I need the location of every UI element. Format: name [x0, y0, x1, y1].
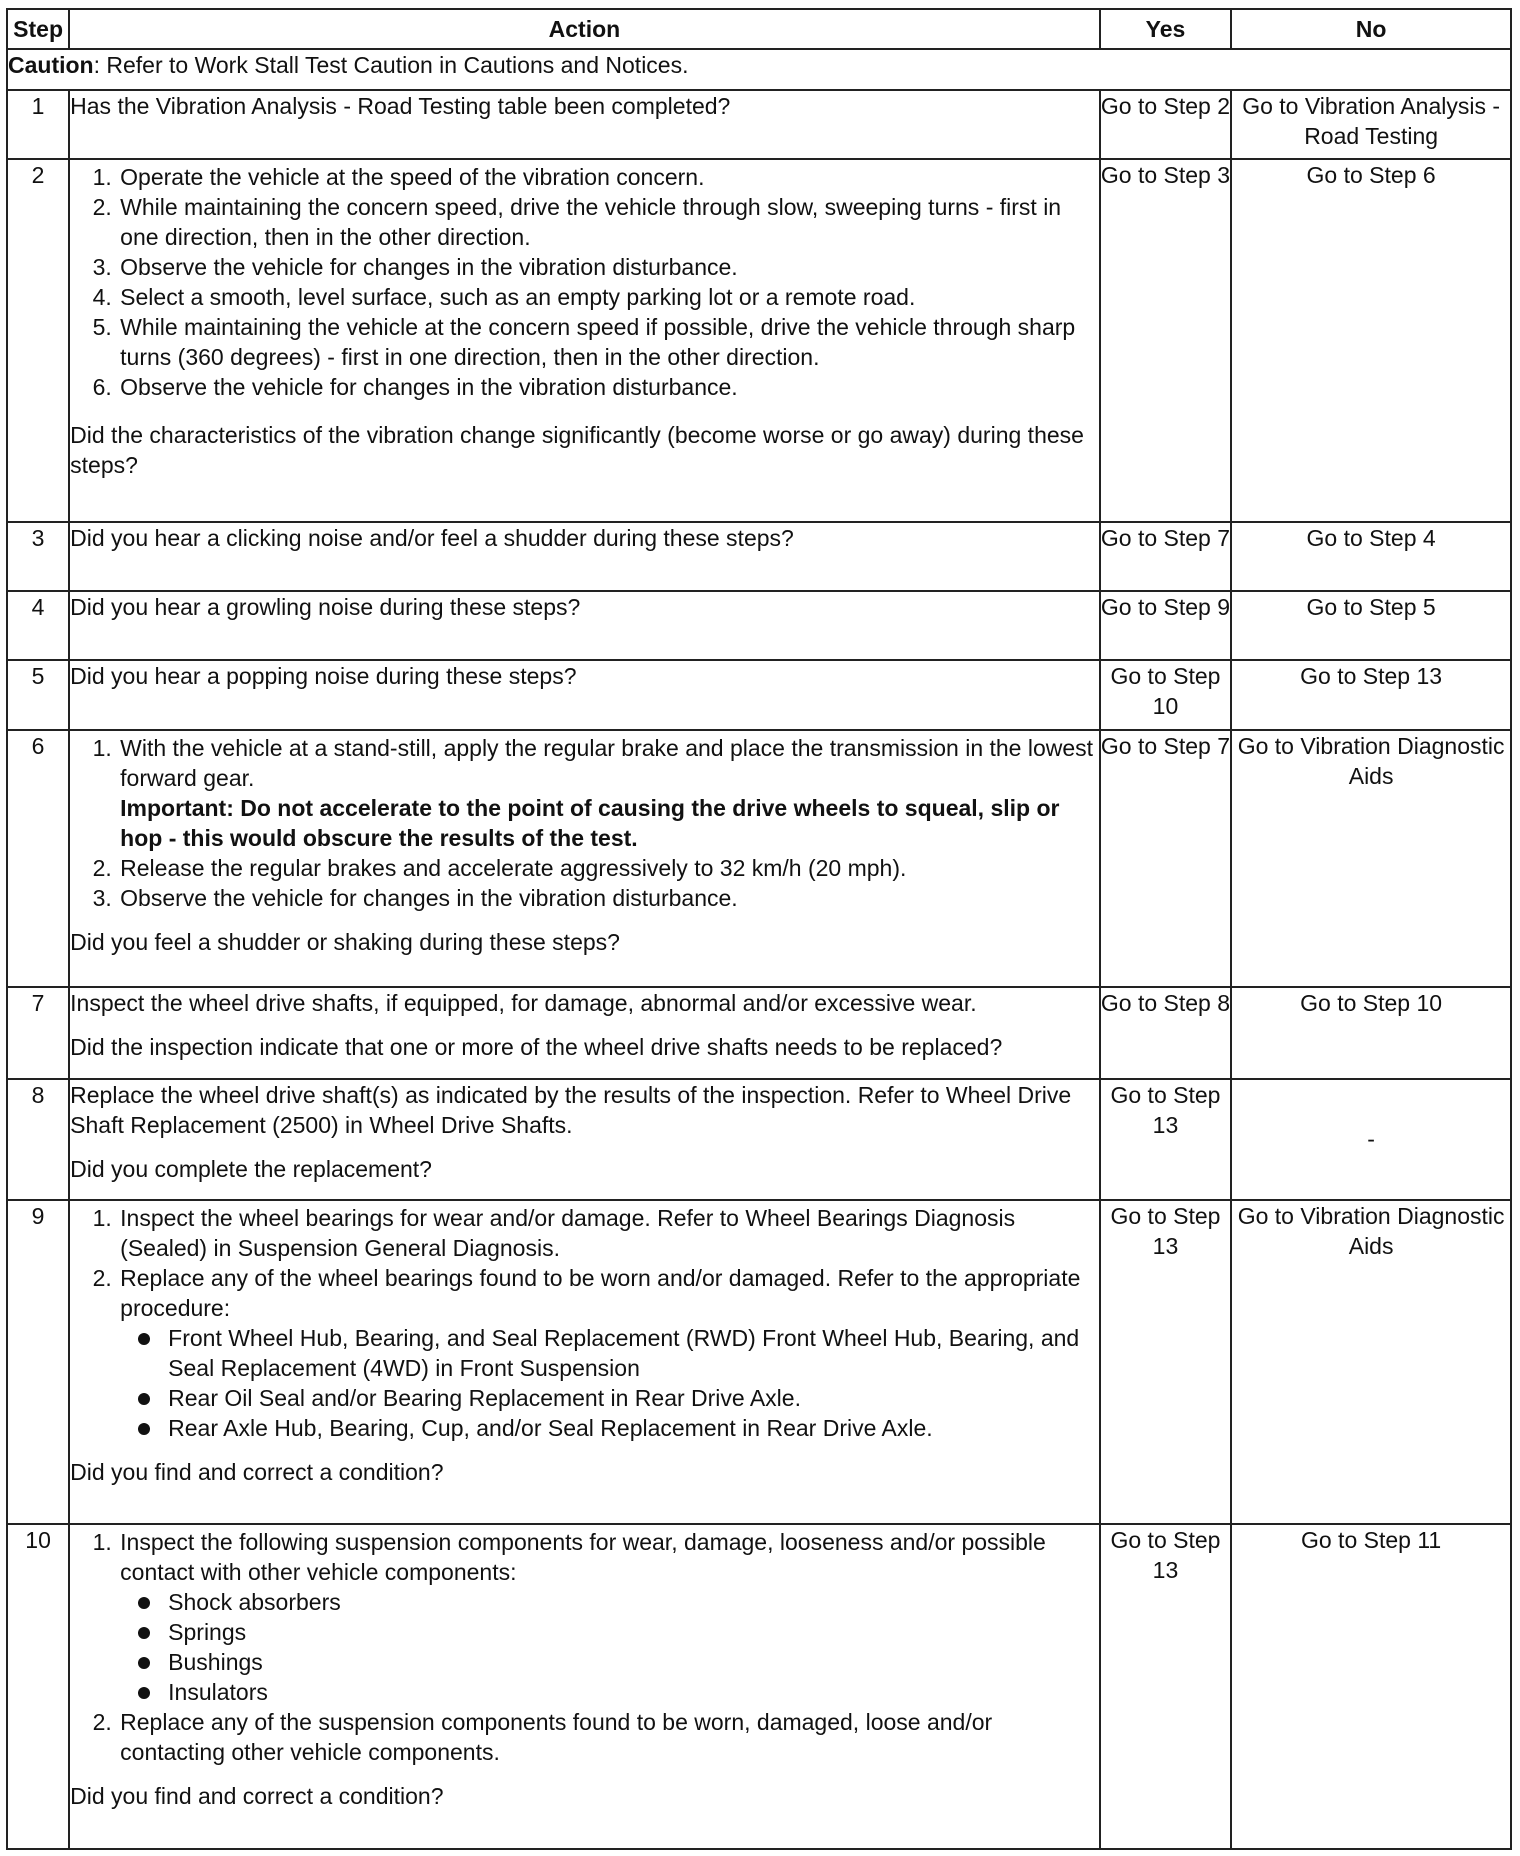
list-item — [118, 1263, 1099, 1443]
bullet-icon — [138, 1627, 150, 1639]
step-number: 3 — [7, 522, 69, 591]
bullet-list — [120, 1587, 1099, 1707]
yes-cell: Go to Step 7 — [1100, 730, 1232, 987]
step-number: 9 — [7, 1200, 69, 1525]
action-cell — [69, 1524, 1100, 1849]
question-text: Did you hear a popping noise during these steps? — [70, 662, 577, 689]
header-action: Action — [69, 9, 1100, 49]
action-cell — [69, 90, 1100, 160]
question-text: Did you find and correct a condition? — [70, 1458, 444, 1485]
table-row — [7, 159, 1511, 522]
step-number: 4 — [7, 591, 69, 660]
procedure-list — [70, 1203, 1099, 1443]
question-text: Did you complete the replacement? — [70, 1156, 432, 1183]
table-row — [7, 591, 1511, 660]
list-item-text: Inspect the following suspension components for wear, damage, looseness and/or possible contact with other vehicle components: — [120, 1529, 1046, 1586]
question-text: Did you hear a clicking noise and/or feel a shudder during these steps? — [70, 525, 794, 552]
header-step: Step — [7, 9, 69, 49]
header-row — [7, 9, 1511, 49]
yes-cell: Go to Step 2 — [1100, 90, 1232, 160]
no-cell: Go to Step 5 — [1231, 591, 1511, 660]
table-row — [7, 90, 1511, 160]
no-cell: Go to Step 11 — [1231, 1524, 1511, 1849]
list-item: 3. Observe the vehicle for changes in the vibration disturbance. — [118, 883, 1099, 913]
bullet-item — [168, 1383, 1099, 1413]
table-row — [7, 660, 1511, 730]
list-item: 5. While maintaining the vehicle at the concern speed if possible, drive the vehicle through sharp turns (360 degrees) - first in one direction, then in the other direction. — [118, 312, 1099, 372]
action-cell — [69, 1079, 1100, 1200]
caution-cell — [7, 49, 1511, 90]
action-cell — [69, 591, 1100, 660]
yes-cell: Go to Step 10 — [1100, 660, 1232, 730]
bullet-list — [120, 1323, 1099, 1443]
bullet-text: Front Wheel Hub, Bearing, and Seal Replacement (RWD) Front Wheel Hub, Bearing, and Seal Replacement (4WD) in Front Suspension — [168, 1324, 1080, 1381]
action-cell — [69, 1200, 1100, 1525]
bullet-icon — [138, 1393, 150, 1405]
procedure-list — [70, 162, 1099, 402]
step-number: 8 — [7, 1079, 69, 1200]
diagnostic-table — [6, 8, 1512, 1850]
list-item: 3. Observe the vehicle for changes in the vibration disturbance. — [118, 252, 1099, 282]
step-number: 6 — [7, 730, 69, 987]
caution-row — [7, 49, 1511, 90]
bullet-icon — [138, 1333, 150, 1345]
table-row — [7, 1079, 1511, 1200]
yes-cell: Go to Step 13 — [1100, 1079, 1232, 1200]
action-cell — [69, 522, 1100, 591]
yes-cell: Go to Step 8 — [1100, 987, 1232, 1079]
bullet-text: Rear Oil Seal and/or Bearing Replacement in Rear Drive Axle. — [168, 1384, 801, 1411]
important-note: Important: Do not accelerate to the point of causing the drive wheels to squeal, slip or hop - this would obscure the results of the test. — [120, 794, 1060, 851]
question-text: Did you hear a growling noise during these steps? — [70, 594, 581, 621]
question-text: Did you find and correct a condition? — [70, 1783, 444, 1810]
list-item — [118, 1527, 1099, 1707]
list-item: 1. Operate the vehicle at the speed of the vibration concern. — [118, 162, 1099, 192]
bullet-icon — [138, 1687, 150, 1699]
yes-cell: Go to Step 7 — [1100, 522, 1232, 591]
yes-cell: Go to Step 9 — [1100, 591, 1232, 660]
no-cell: Go to Step 4 — [1231, 522, 1511, 591]
bullet-text: Bushings — [168, 1649, 263, 1676]
step-number: 10 — [7, 1524, 69, 1849]
bullet-text: Rear Axle Hub, Bearing, Cup, and/or Seal Replacement in Rear Drive Axle. — [168, 1414, 933, 1441]
no-cell: Go to Vibration Diagnostic Aids — [1231, 730, 1511, 987]
no-cell: - — [1231, 1079, 1511, 1200]
step-number: 2 — [7, 159, 69, 522]
list-item: 6. Observe the vehicle for changes in the vibration disturbance. — [118, 372, 1099, 402]
no-cell: Go to Step 6 — [1231, 159, 1511, 522]
bullet-icon — [138, 1597, 150, 1609]
step-number: 7 — [7, 987, 69, 1079]
action-cell — [69, 660, 1100, 730]
bullet-item — [168, 1617, 1099, 1647]
bullet-text: Springs — [168, 1619, 247, 1646]
table-row — [7, 1524, 1511, 1849]
list-item: 2. While maintaining the concern speed, drive the vehicle through slow, sweeping turns - first in one direction, then in the other direction. — [118, 192, 1099, 252]
bullet-item — [168, 1323, 1099, 1383]
header-yes: Yes — [1100, 9, 1232, 49]
instruction-text: Inspect the wheel drive shafts, if equipped, for damage, abnormal and/or excessive wear. — [70, 989, 977, 1016]
bullet-item — [168, 1677, 1099, 1707]
instruction-text: Replace the wheel drive shaft(s) as indicated by the results of the inspection. Refer to Wheel Drive Shaft Replacement (2500) in Wheel Drive Shafts. — [70, 1082, 1072, 1139]
list-item: 2. Replace any of the suspension components found to be worn, damaged, loose and/or contacting other vehicle components. — [118, 1707, 1099, 1767]
list-item-text: Replace any of the wheel bearings found to be worn and/or damaged. Refer to the appropriate procedure: — [120, 1264, 1081, 1321]
caution-text: : Refer to Work Stall Test Caution in Cautions and Notices. — [93, 52, 689, 78]
question-text: Did you feel a shudder or shaking during these steps? — [70, 928, 620, 955]
table-row — [7, 987, 1511, 1079]
list-item — [118, 733, 1099, 853]
table-row — [7, 730, 1511, 987]
list-item: 2. Release the regular brakes and accelerate aggressively to 32 km/h (20 mph). — [118, 853, 1099, 883]
question-text: Did the characteristics of the vibration change significantly (become worse or go away) during these steps? — [70, 422, 1084, 479]
action-cell — [69, 159, 1100, 522]
procedure-list — [70, 733, 1099, 913]
action-cell — [69, 730, 1100, 987]
no-cell: Go to Vibration Diagnostic Aids — [1231, 1200, 1511, 1525]
question-text: Did the inspection indicate that one or more of the wheel drive shafts needs to be replaced? — [70, 1033, 1003, 1060]
bullet-icon — [138, 1657, 150, 1669]
procedure-list — [70, 1527, 1099, 1767]
caution-label: Caution — [8, 52, 94, 78]
table-row — [7, 522, 1511, 591]
list-item-text: With the vehicle at a stand-still, apply the regular brake and place the transmission in the lowest forward gear. — [120, 734, 1094, 791]
bullet-item — [168, 1413, 1099, 1443]
header-no: No — [1231, 9, 1511, 49]
no-cell: Go to Vibration Analysis - Road Testing — [1231, 90, 1511, 160]
bullet-item — [168, 1647, 1099, 1677]
yes-cell: Go to Step 13 — [1100, 1524, 1232, 1849]
list-item: 1. Inspect the wheel bearings for wear and/or damage. Refer to Wheel Bearings Diagnosis (Sealed) in Suspension General Diagnosis. — [118, 1203, 1099, 1263]
no-cell: Go to Step 10 — [1231, 987, 1511, 1079]
step-number: 1 — [7, 90, 69, 160]
yes-cell: Go to Step 13 — [1100, 1200, 1232, 1525]
list-item: 4. Select a smooth, level surface, such as an empty parking lot or a remote road. — [118, 282, 1099, 312]
bullet-text: Shock absorbers — [168, 1589, 341, 1616]
bullet-icon — [138, 1423, 150, 1435]
question-text: Has the Vibration Analysis - Road Testing table been completed? — [70, 92, 731, 119]
yes-cell: Go to Step 3 — [1100, 159, 1232, 522]
bullet-text: Insulators — [168, 1679, 268, 1706]
action-cell — [69, 987, 1100, 1079]
bullet-item — [168, 1587, 1099, 1617]
table-row — [7, 1200, 1511, 1525]
step-number: 5 — [7, 660, 69, 730]
no-cell: Go to Step 13 — [1231, 660, 1511, 730]
